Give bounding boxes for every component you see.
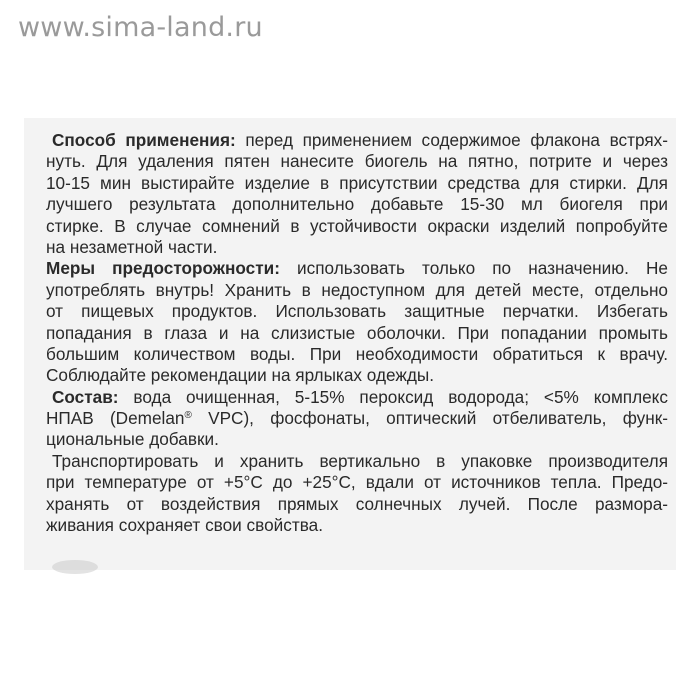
composition-line-1 [46, 387, 668, 408]
label-edge-shadow [52, 560, 98, 574]
precautions-line-2: употреблять внутрь! Хранить в недоступном для детей месте, отдельно [46, 279, 668, 300]
usage-line-1 [46, 130, 668, 151]
storage-line-4: живания сохраняет свои свойства. [46, 515, 323, 536]
usage-line-3: 10-15 мин выстирайте изделие в присутствии средства для стирки. Для [46, 172, 668, 193]
precautions-line-1 [46, 258, 668, 279]
usage-line-6: на незаметной части. [46, 236, 218, 257]
storage-line-3: хранять от воздействия прямых солнечных лучей. После разморa- [46, 493, 668, 514]
precautions-line-3: от пищевых продуктов. Использовать защитные перчатки. Избегать [46, 301, 668, 322]
composition-heading: Состав: [52, 386, 119, 407]
storage-line-2: при температуре от +5°С до +25°С, вдали от источников тепла. Предо- [46, 472, 668, 493]
label-text-block [46, 130, 668, 536]
composition-line-2 [46, 408, 668, 429]
composition-text: вода очищенная, 5-15% пероксид водорода; <5% комплекс [118, 386, 668, 407]
precautions-line-6: Соблюдайте рекомендации на ярлыках одежды. [46, 365, 434, 386]
composition-line-3: циональные добавки. [46, 429, 219, 450]
usage-text: перед применением содержимое флакона встрях- [235, 130, 668, 150]
precautions-text: использовать только по назначению. Не [279, 258, 668, 279]
precautions-line-4: попадания в глаза и на слизистые оболочки. При попадании промыть [46, 322, 668, 343]
composition-text-2a: НПАВ (Demelan [46, 408, 185, 429]
usage-heading: Способ применения: [52, 130, 236, 150]
precautions-line-5: большим количеством воды. При необходимости обратиться к врачу. [46, 343, 668, 364]
usage-line-5: стирке. В случае сомнений в устойчивости окраски изделий попробуйте [46, 215, 668, 236]
watermark-url: www.sima-land.ru [18, 12, 263, 43]
precautions-heading: Меры предосторожности: [46, 258, 280, 279]
composition-text-2b: VPC), фосфонаты, оптический отбеливатель, функ- [191, 408, 668, 429]
registered-mark: ® [184, 410, 192, 422]
usage-line-2: нуть. Для удаления пятен нанесите биогель на пятно, потрите и через [46, 151, 668, 172]
storage-line-1: Транспортировать и хранить вертикально в упаковке производителя [52, 450, 668, 471]
usage-line-4: лучшего результата дополнительно добавьте 15-30 мл биогеля при [46, 194, 668, 215]
